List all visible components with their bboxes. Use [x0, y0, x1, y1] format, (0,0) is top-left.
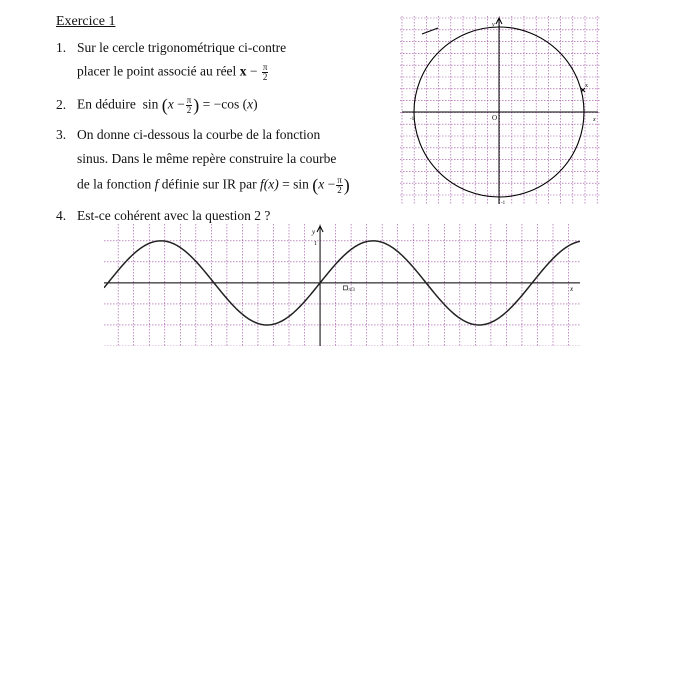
question-3-eq-sin: = sin	[282, 176, 309, 192]
frac-denominator: 2	[186, 105, 192, 115]
question-2-rhs-x: x	[247, 96, 254, 112]
circle-left-tick-label: -1	[410, 117, 415, 122]
question-2-rhs-close: )	[253, 96, 258, 112]
question-1-number: 1.	[56, 40, 67, 55]
question-4-number: 4.	[56, 208, 67, 223]
question-1-fraction	[262, 63, 269, 82]
question-3-line-3-a: de la fonction	[77, 176, 152, 192]
angle-mark	[422, 28, 438, 34]
question-1-minus: −	[249, 63, 258, 79]
question-4	[56, 208, 270, 224]
trig-circle-figure	[398, 14, 602, 206]
question-2-rhs: = −cos (	[202, 96, 248, 112]
frac-denominator: 2	[262, 72, 268, 82]
question-1-line-2-wrap	[77, 63, 269, 82]
question-3-fx: f(x)	[259, 176, 279, 192]
question-2-fraction	[186, 96, 193, 115]
circle-grid	[400, 16, 600, 204]
sine-x-axis-label: x	[570, 284, 574, 293]
question-3	[56, 127, 320, 143]
question-1	[56, 40, 286, 56]
sine-chart	[104, 224, 580, 346]
sine-y-one-label: 1	[314, 240, 318, 247]
question-2-text: En déduire	[77, 96, 136, 112]
question-1-line-1: Sur le cercle trigonométrique ci-contre	[77, 40, 287, 55]
question-3-line-2: sinus. Dans le même repère construire la courbe	[77, 151, 337, 166]
frac-numerator: π	[337, 175, 342, 185]
frac-numerator: π	[186, 95, 192, 105]
question-3-fraction	[336, 176, 343, 195]
question-2-sin: sin	[142, 96, 159, 112]
question-3-x: x	[318, 176, 325, 192]
circle-y-axis-label: y	[492, 22, 495, 28]
sine-grid	[104, 224, 580, 346]
question-3-line-3-b: définie sur IR par	[161, 176, 257, 192]
question-2-number: 2.	[56, 96, 67, 112]
frac-denominator: 2	[337, 185, 342, 195]
question-3-f: f	[154, 176, 159, 192]
sine-x-marker-label: π/3	[348, 287, 355, 293]
question-2-minus: −	[177, 96, 185, 112]
question-2-x: x	[167, 96, 174, 112]
question-1-var: x	[239, 63, 247, 79]
exercise-title: Exercice 1	[56, 14, 116, 29]
question-3-minus: −	[327, 176, 336, 192]
sine-y-axis-label: y	[312, 228, 316, 236]
question-3-number: 3.	[56, 127, 67, 142]
sine-marker-square	[343, 286, 347, 290]
question-2: 2. En déduire sin (x − $\frac{\pi}{2}$ ) = −cos (x)	[56, 95, 258, 115]
circle-origin-label: O	[492, 114, 498, 122]
circle-x-axis-label: x	[593, 117, 596, 123]
question-3-line-1: On donne ci-dessous la courbe de la fonction	[77, 127, 321, 142]
frac-numerator: π	[262, 62, 268, 72]
circle-point-label: x	[585, 83, 588, 89]
question-1-line-2: placer le point associé au réel	[77, 63, 237, 79]
question-4-text: Est-ce cohérent avec la question 2 ?	[77, 208, 271, 223]
circle-bottom-tick-label: -1	[501, 201, 506, 206]
question-3-line-3: de la fonction f définie sur IR par f(x) = sin (x − $\frac{\pi}{2}$ )	[77, 175, 350, 195]
